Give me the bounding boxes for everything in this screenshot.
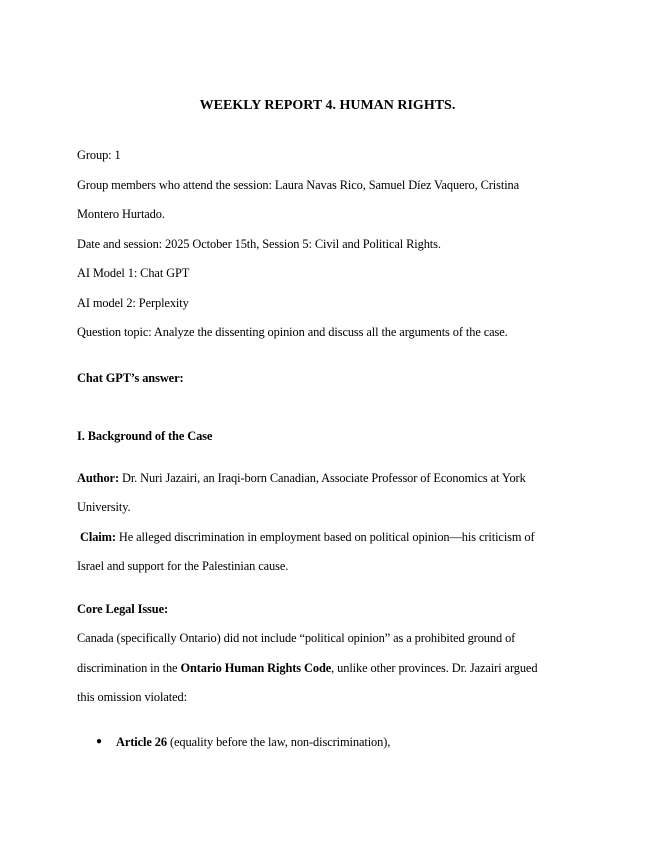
claim-line-1 bbox=[77, 529, 535, 545]
bullet-icon: ● bbox=[96, 736, 103, 747]
ai-model-1-line: AI Model 1: Chat GPT bbox=[77, 266, 190, 280]
author-text: Dr. Nuri Jazairi, an Iraqi-born Canadian, Associate Professor of Economics at York bbox=[118, 471, 526, 485]
author-label: Author: bbox=[77, 471, 119, 485]
answer-heading: Chat GPT’s answer: bbox=[77, 371, 184, 385]
code-name: Ontario Human Rights Code bbox=[180, 661, 332, 675]
report-title: WEEKLY REPORT 4. HUMAN RIGHTS. bbox=[199, 98, 456, 113]
claim-line-2: Israel and support for the Palestinian cause. bbox=[77, 559, 289, 573]
bullet-item: Article 26 (equality before the law, non-discrimination), bbox=[116, 735, 391, 749]
core-line-3: this omission violated: bbox=[77, 690, 187, 704]
group-line: Group: 1 bbox=[77, 148, 121, 162]
author-line-2: University. bbox=[77, 500, 131, 514]
claim-text: He alleged discrimination in employment based on political opinion—his criticism of bbox=[115, 530, 535, 544]
claim-label: Claim: bbox=[80, 530, 116, 544]
members-line-2: Montero Hurtado. bbox=[77, 207, 165, 221]
core-line-1: Canada (specifically Ontario) did not include “political opinion” as a prohibited ground of bbox=[77, 631, 516, 645]
core-issue-heading: Core Legal Issue: bbox=[77, 602, 168, 616]
members-line-1: Group members who attend the session: Laura Navas Rico, Samuel Díez Vaquero, Cristina bbox=[77, 178, 520, 192]
author-line-1 bbox=[77, 470, 526, 486]
core-line-2: discrimination in the Ontario Human Rights Code, unlike other provinces. Dr. Jazairi argued bbox=[77, 661, 538, 675]
ai-model-2-line: AI model 2: Perplexity bbox=[77, 296, 189, 310]
section-heading: I. Background of the Case bbox=[77, 429, 213, 443]
date-session-line: Date and session: 2025 October 15th, Session 5: Civil and Political Rights. bbox=[77, 237, 441, 251]
question-topic-line: Question topic: Analyze the dissenting opinion and discuss all the arguments of the case. bbox=[77, 325, 508, 339]
